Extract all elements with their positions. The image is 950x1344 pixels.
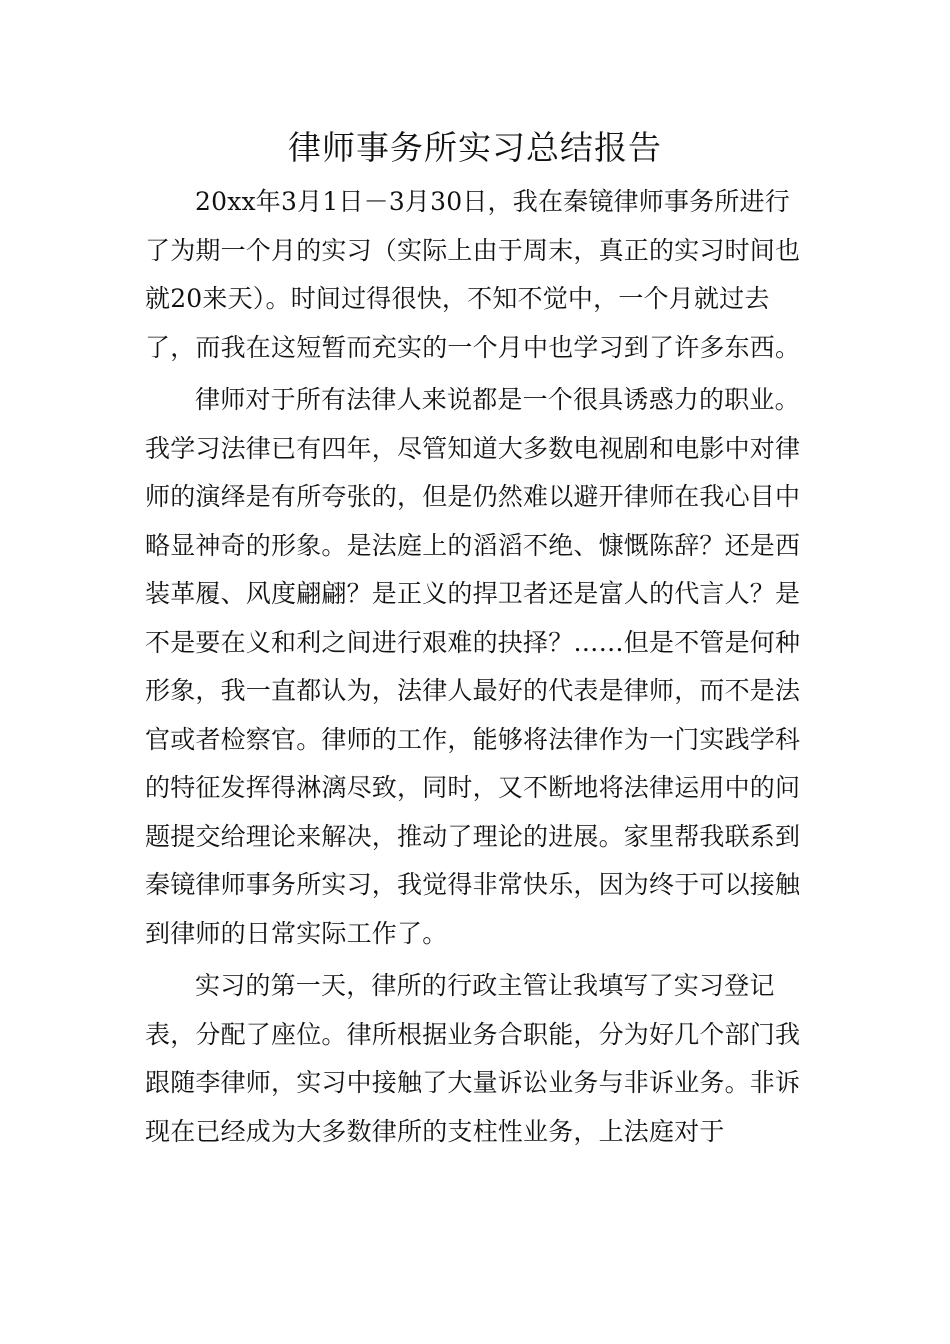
paragraph-1: 20xx年3月1日－3月30日，我在秦镜律师事务所进行了为期一个月的实习（实际上由于周末，真正的实习时间也就20来天）。时间过得很快，不知不觉中，一个月就过去了，而我在这短暂而充实的一个月中也学习到了许多东西。 [145, 187, 801, 362]
paragraph-3: 实习的第一天，律所的行政主管让我填写了实习登记表，分配了座位。律所根据业务合职能，分为好几个部门我跟随李律师，实习中接触了大量诉讼业务与非诉业务。非诉现在已经成为大多数律所的支柱性业务，上法庭对于 [145, 971, 801, 1146]
paragraph-2: 律师对于所有法律人来说都是一个很具诱惑力的职业。我学习法律已有四年，尽管知道大多数电视剧和电影中对律师的演绎是有所夸张的，但是仍然难以避开律师在我心目中略显神奇的形象。是法庭上的滔滔不绝、慷慨陈辞？还是西装革履、风度翩翩？是正义的捍卫者还是富人的代言人？是不是要在义和利之间进行艰难的抉择？……但是不管是何种形象，我一直都认为，法律人最好的代表是律师，而不是法官或者检察官。律师的工作，能够将法律作为一门实践学科的特征发挥得淋漓尽致，同时，又不断地将法律运用中的问题提交给理论来解决，推动了理论的进展。家里帮我联系到秦镜律师事务所实习，我觉得非常快乐，因为终于可以接触到律师的日常实际工作了。 [145, 385, 801, 948]
document-title: 律师事务所实习总结报告 [288, 128, 662, 167]
document-body [145, 178, 810, 1156]
